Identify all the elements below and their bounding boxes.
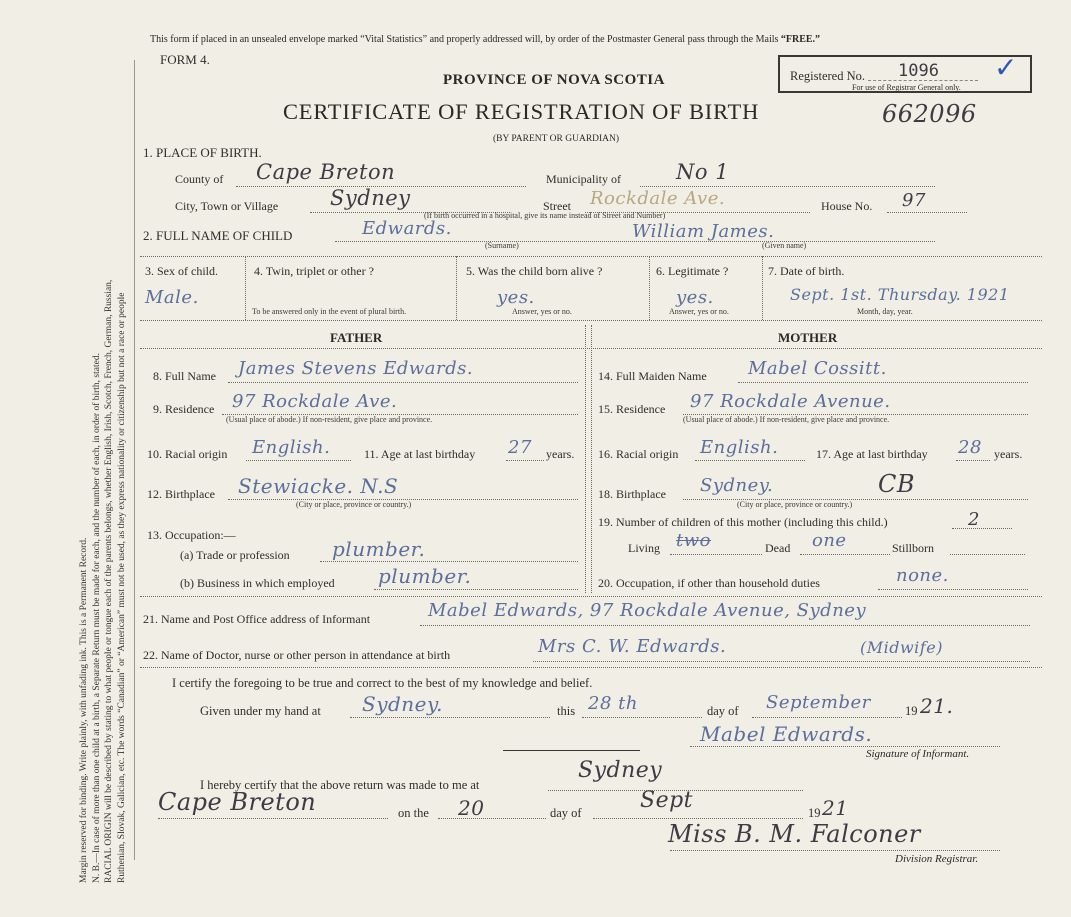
alive-value: yes. bbox=[497, 287, 535, 308]
registered-number-box bbox=[778, 55, 1032, 93]
twin-note: To be answered only in the event of plural birth. bbox=[252, 307, 407, 316]
father-trade-label: (a) Trade or profession bbox=[180, 548, 290, 562]
father-business-line bbox=[374, 589, 578, 590]
dead-label: Dead bbox=[765, 541, 791, 555]
signature-line bbox=[690, 746, 1000, 747]
section-separator bbox=[503, 750, 640, 751]
father-age-line bbox=[506, 460, 544, 461]
father-residence-note: (Usual place of abode.) If non-resident, give place and province. bbox=[226, 415, 433, 424]
handwritten-number: 662096 bbox=[882, 100, 977, 128]
alive-label: 5. Was the child born alive ? bbox=[466, 264, 603, 278]
informant-line bbox=[420, 625, 1030, 626]
mother-birthplace-province: CB bbox=[878, 470, 915, 498]
registrar-year: 21 bbox=[822, 796, 849, 820]
father-name-value: James Stevens Edwards. bbox=[238, 358, 474, 379]
doctor-bottom-rule bbox=[140, 667, 1042, 668]
dead-value: one bbox=[812, 530, 847, 551]
father-trade-value: plumber. bbox=[332, 537, 426, 561]
children-count-line bbox=[952, 528, 1012, 529]
registrar-signature-line bbox=[670, 850, 1000, 851]
mother-birthplace-label: 18. Birthplace bbox=[598, 487, 666, 501]
mother-occupation-line bbox=[878, 589, 1028, 590]
municipality-label: Municipality of bbox=[546, 172, 621, 186]
month-value: September bbox=[766, 692, 871, 713]
registered-underline bbox=[868, 80, 978, 81]
registrar-county: Cape Breton bbox=[158, 788, 317, 816]
father-business-label: (b) Business in which employed bbox=[180, 576, 335, 590]
place-of-birth-heading: 1. PLACE OF BIRTH. bbox=[143, 145, 262, 160]
mother-birthplace-line bbox=[683, 499, 1028, 500]
municipality-value: No 1 bbox=[676, 160, 730, 184]
mother-racial-value: English. bbox=[700, 437, 779, 458]
mother-racial-label: 16. Racial origin bbox=[598, 447, 679, 461]
this-label: this bbox=[557, 704, 576, 718]
municipality-line bbox=[640, 186, 935, 187]
doctor-line bbox=[533, 661, 1030, 662]
surname-caption: (Surname) bbox=[485, 241, 519, 250]
row3-divider bbox=[456, 256, 457, 320]
day-line bbox=[582, 717, 702, 718]
month-line bbox=[752, 717, 902, 718]
mother-racial-line bbox=[695, 460, 805, 461]
given-place-value: Sydney. bbox=[362, 692, 444, 716]
dead-line bbox=[800, 554, 890, 555]
living-value: two bbox=[676, 530, 711, 551]
registered-note: For use of Registrar General only. bbox=[852, 83, 961, 92]
doctor-value: Mrs C. W. Edwards. bbox=[538, 636, 727, 657]
check-mark-icon: ✓ bbox=[994, 53, 1018, 84]
row3-divider bbox=[762, 256, 763, 320]
certify-text: I certify the foregoing to be true and correct to the best of my knowledge and belief. bbox=[172, 676, 593, 690]
certificate-subtitle: (BY PARENT OR GUARDIAN) bbox=[493, 134, 620, 144]
alive-note: Answer, yes or no. bbox=[512, 307, 572, 316]
street-value: Rockdale Ave. bbox=[590, 188, 726, 209]
city-label: City, Town or Village bbox=[175, 199, 279, 213]
father-residence-value: 97 Rockdale Ave. bbox=[232, 391, 398, 412]
mail-notice-text: This form if placed in an unsealed envelope marked “Vital Statistics” and properly addressed will, by order of the Postmaster General pass through the Mails bbox=[150, 34, 779, 45]
informant-label: 21. Name and Post Office address of Informant bbox=[143, 612, 371, 626]
registrar-year-prefix: 19 bbox=[808, 806, 821, 820]
day-of-label: day of bbox=[707, 704, 739, 718]
informant-signature: Mabel Edwards. bbox=[700, 722, 873, 746]
form-number: FORM 4. bbox=[160, 52, 210, 67]
mother-age-line bbox=[956, 460, 990, 461]
margin-note-line: Margin reserved for binding. Write plainly, with unfading ink. This is a Permanent Record. bbox=[79, 537, 89, 883]
mother-residence-label: 15. Residence bbox=[598, 402, 666, 416]
given-name-caption: (Given name) bbox=[762, 241, 807, 250]
mother-residence-note: (Usual place of abode.) If non-resident, give place and province. bbox=[683, 415, 890, 424]
registrar-place: Sydney bbox=[578, 758, 663, 783]
mother-name-value: Mabel Cossitt. bbox=[748, 358, 887, 379]
on-the-label: on the bbox=[398, 806, 429, 820]
sex-value: Male. bbox=[145, 287, 199, 308]
date-of-birth-note: Month, day, year. bbox=[857, 307, 913, 316]
father-trade-line bbox=[320, 561, 578, 562]
children-count-label: 19. Number of children of this mother (including this child.) bbox=[598, 515, 888, 529]
row3-divider bbox=[245, 256, 246, 320]
margin-rule bbox=[134, 60, 135, 860]
city-value: Sydney bbox=[330, 186, 411, 210]
year-prefix: 19 bbox=[905, 704, 918, 718]
legitimate-label: 6. Legitimate ? bbox=[656, 264, 729, 278]
row3-divider bbox=[649, 256, 650, 320]
father-years-label: years. bbox=[546, 447, 575, 461]
living-line bbox=[670, 554, 762, 555]
father-residence-label: 9. Residence bbox=[153, 402, 215, 416]
registrar-day-of-label: day of bbox=[550, 806, 582, 820]
row3-bottom-rule bbox=[140, 320, 1042, 321]
registrar-county-line bbox=[158, 818, 388, 819]
house-value: 97 bbox=[902, 190, 926, 211]
stillborn-line bbox=[950, 554, 1025, 555]
registrar-certify-text: I hereby certify that the above return was made to me at bbox=[200, 778, 480, 792]
county-value: Cape Breton bbox=[256, 160, 396, 184]
surname-value: Edwards. bbox=[362, 218, 452, 239]
informant-value: Mabel Edwards, 97 Rockdale Avenue, Sydney bbox=[428, 600, 867, 621]
hospital-note: (If birth occurred in a hospital, give its name instead of Street and Number) bbox=[424, 211, 666, 220]
certificate-title: CERTIFICATE OF REGISTRATION OF BIRTH bbox=[283, 99, 760, 124]
registrar-signature: Miss B. M. Falconer bbox=[668, 820, 921, 848]
father-name-line bbox=[228, 382, 578, 383]
county-label: County of bbox=[175, 172, 224, 186]
mother-occupation-label: 20. Occupation, if other than household duties bbox=[598, 576, 820, 590]
father-age-label: 11. Age at last birthday bbox=[364, 447, 476, 461]
province-heading: PROVINCE OF NOVA SCOTIA bbox=[443, 72, 665, 88]
margin-notes bbox=[78, 53, 128, 883]
mail-notice bbox=[150, 34, 820, 45]
doctor-label: 22. Name of Doctor, nurse or other person in attendance at birth bbox=[143, 648, 451, 662]
father-mother-divider bbox=[585, 325, 586, 593]
given-label: Given under my hand at bbox=[200, 704, 321, 718]
mother-occupation-value: none. bbox=[896, 565, 949, 586]
registered-number: 1096 bbox=[898, 61, 939, 81]
child-name-label: 2. FULL NAME OF CHILD bbox=[143, 228, 293, 243]
signature-caption: Signature of Informant. bbox=[866, 748, 970, 760]
mother-birthplace-value: Sydney. bbox=[700, 475, 774, 496]
father-birthplace-label: 12. Birthplace bbox=[147, 487, 215, 501]
registrar-month-line bbox=[593, 818, 803, 819]
mail-notice-free: “FREE.” bbox=[780, 34, 821, 45]
father-business-value: plumber. bbox=[378, 564, 472, 588]
father-birthplace-note: (City or place, province or country.) bbox=[296, 500, 412, 509]
date-of-birth-value: Sept. 1st. Thursday. 1921 bbox=[790, 285, 1010, 304]
mother-years-label: years. bbox=[994, 447, 1023, 461]
stillborn-label: Stillborn bbox=[892, 541, 935, 555]
father-racial-value: English. bbox=[252, 437, 331, 458]
date-of-birth-label: 7. Date of birth. bbox=[768, 264, 845, 278]
registrar-day: 20 bbox=[458, 796, 485, 820]
parents-bottom-rule bbox=[140, 596, 1042, 597]
mother-residence-value: 97 Rockdale Avenue. bbox=[690, 391, 891, 412]
margin-note-line: Ruthenian, Slovak, Galician, etc. The words “Canadian” or “American” must not be used, as they express nationality or citizenship but not a race or people bbox=[116, 292, 127, 883]
row3-top-rule bbox=[140, 256, 1042, 257]
given-place-line bbox=[350, 717, 550, 718]
father-occupation-label: 13. Occupation:— bbox=[147, 528, 236, 542]
street-label: Street bbox=[543, 199, 571, 213]
mother-name-line bbox=[738, 382, 1028, 383]
mother-name-label: 14. Full Maiden Name bbox=[598, 369, 707, 383]
mother-birthplace-note: (City or place, province or country.) bbox=[737, 500, 853, 509]
sex-label: 3. Sex of child. bbox=[145, 264, 218, 278]
doctor-value-note: (Midwife) bbox=[860, 638, 943, 657]
legitimate-note: Answer, yes or no. bbox=[669, 307, 729, 316]
children-count-value: 2 bbox=[968, 509, 980, 530]
father-heading: FATHER bbox=[330, 330, 383, 345]
father-racial-line bbox=[246, 460, 351, 461]
mother-heading: MOTHER bbox=[778, 330, 838, 345]
house-label: House No. bbox=[821, 199, 873, 213]
registrar-month: Sept bbox=[640, 788, 694, 813]
father-name-label: 8. Full Name bbox=[153, 369, 216, 383]
house-line bbox=[887, 212, 967, 213]
mother-age-label: 17. Age at last birthday bbox=[816, 447, 928, 461]
father-racial-label: 10. Racial origin bbox=[147, 447, 228, 461]
living-label: Living bbox=[628, 541, 660, 555]
day-value: 28 th bbox=[588, 693, 638, 714]
given-name-value: William James. bbox=[632, 221, 775, 242]
father-birthplace-value: Stewiacke. N.S bbox=[238, 474, 399, 498]
father-mother-divider-2 bbox=[591, 325, 592, 593]
registrar-caption: Division Registrar. bbox=[895, 853, 979, 865]
registrar-day-line bbox=[438, 818, 546, 819]
mother-age-value: 28 bbox=[958, 437, 982, 458]
year-value: 21. bbox=[920, 694, 954, 718]
legitimate-value: yes. bbox=[676, 287, 714, 308]
margin-note-line: N. B.—In case of more than one child at a birth, a Separate Return must be made for each, and the number of each, in order of birth, stated. bbox=[91, 353, 102, 883]
father-age-value: 27 bbox=[508, 437, 532, 458]
registered-label: Registered No. bbox=[790, 69, 865, 83]
twin-label: 4. Twin, triplet or other ? bbox=[254, 264, 374, 278]
margin-note-line: RACIAL ORIGIN will be described by stating to what people or tongue each of the parents belongs, whether English, Irish, Scotch, French, German, Russian, bbox=[104, 279, 114, 883]
